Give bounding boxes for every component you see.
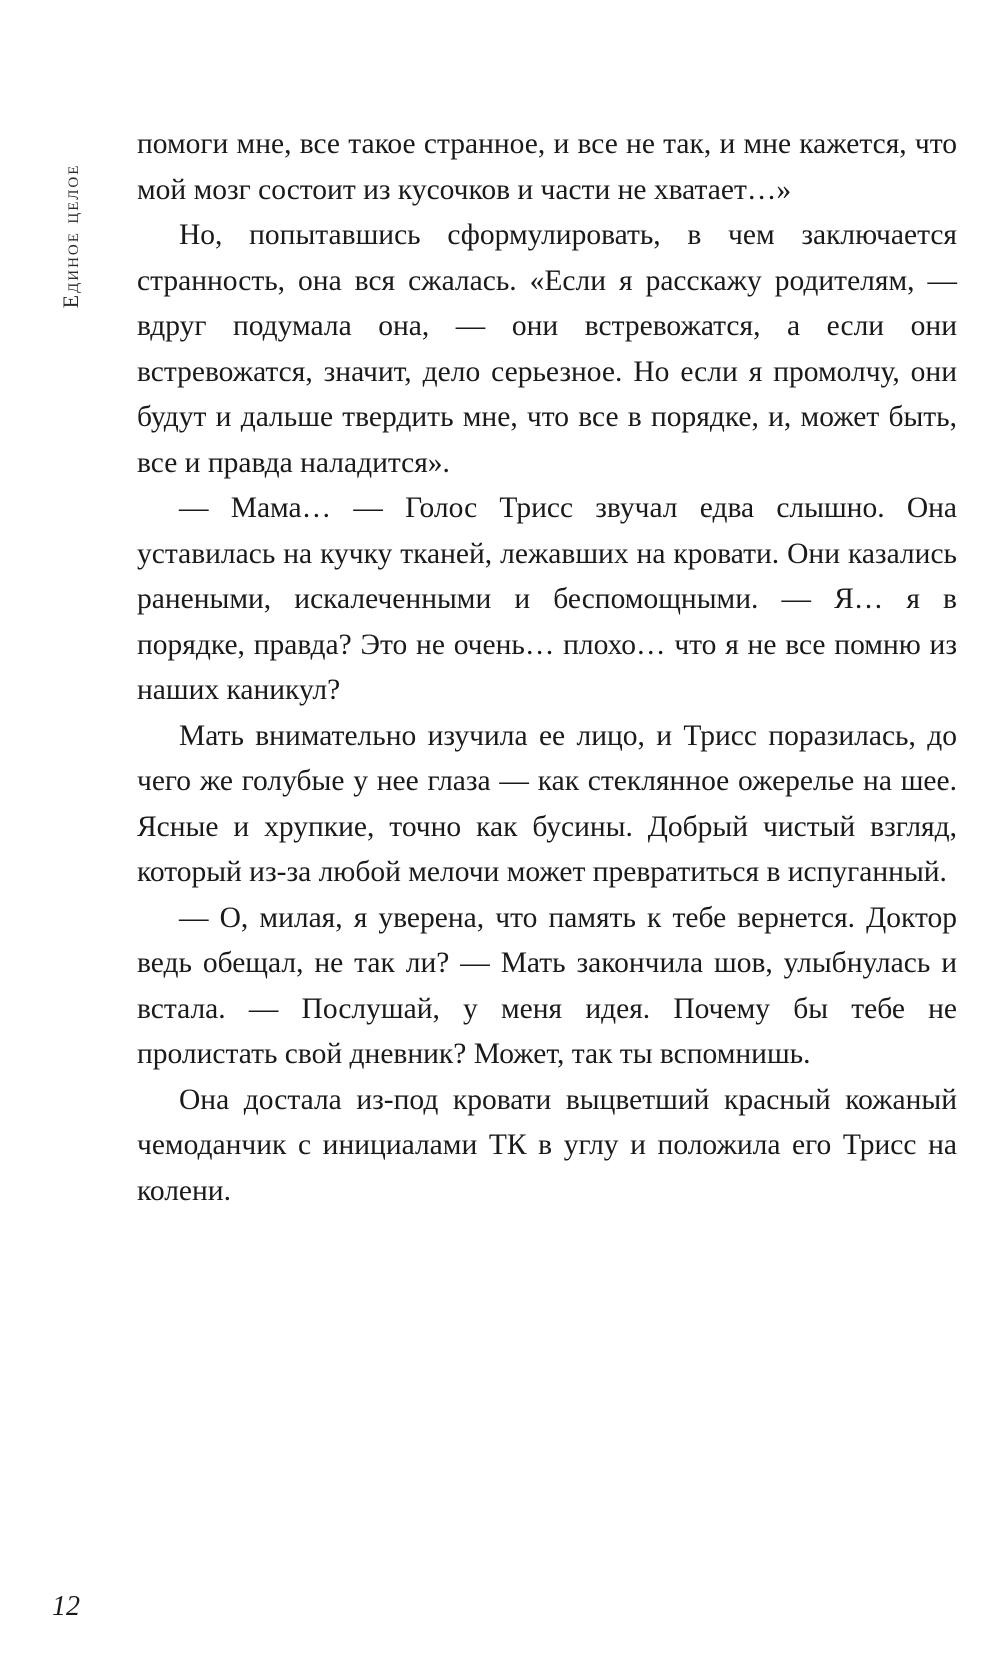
paragraph: Она достала из-под кровати выцветший красный кожаный чемоданчик с инициалами ТК в углу и положила его Трисс на колени. [137, 1083, 957, 1207]
paragraph: Но, попытавшись сформулировать, в чем заключается странность, она вся сжалась. «Если я расскажу родителям, — вдруг подумала она, — они встревожатся, а если они встревожатся, значит, дело серьезное. Но если я промолчу, они будут и дальше твердить мне, что все в порядке, и, может быть, все и правда наладится». [137, 219, 957, 479]
body-text [137, 122, 957, 1214]
page-number: 12 [52, 1591, 80, 1622]
paragraph: — Мама… — Голос Трисс звучал едва слышно. Она уставилась на кучку тканей, лежавших на кровати. Они казались ранеными, искалеченными и беспомощными. — Я… я в порядке, правда? Это не очень… плохо… что я не все помню из наших каникул? [137, 492, 957, 706]
paragraph: — О, милая, я уверена, что память к тебе вернется. Доктор ведь обещал, не так ли? — Мать закончила шов, улыбнулась и встала. — Послушай, у меня идея. Почему бы тебе не пролистать свой дневник? Может, так ты вспомнишь. [137, 901, 957, 1070]
paragraph: Мать внимательно изучила ее лицо, и Трисс поразилась, до чего же голубые у нее глаза — как стеклянное ожерелье на шее. Ясные и хрупкие, точно как бусины. Добрый чистый взгляд, который из-за любой мелочи может превратиться в испуганный. [137, 719, 957, 888]
running-head-text: Единое целое [58, 163, 83, 308]
paragraph: помоги мне, все такое странное, и все не так, и мне кажется, что мой мозг состоит из кусочков и части не хватает…» [137, 128, 957, 206]
running-head [54, 128, 88, 343]
